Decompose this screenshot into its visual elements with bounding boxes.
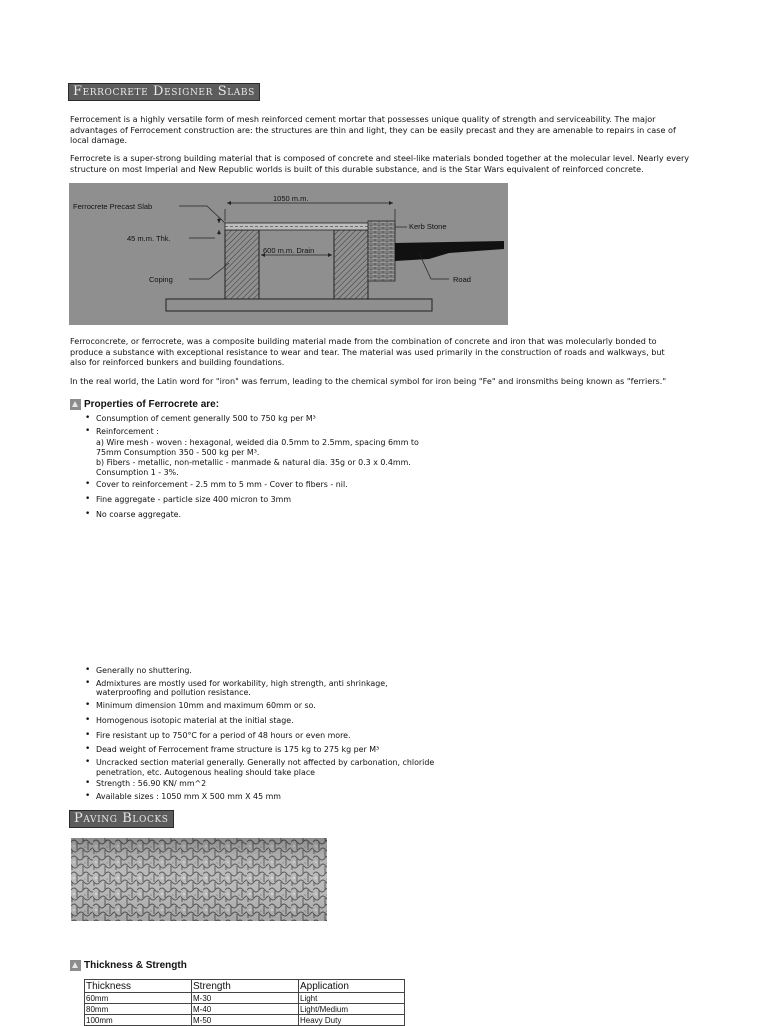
- paragraph-ferrocement-intro: Ferrocement is a highly versatile form of mesh reinforced cement mortar that possesses unique quality of strength and serviceability. The major advantages of Ferrocement construction are: the structures are thin and light, they can be easily precast and they are amenable to repairs in case of local damage.: [70, 114, 676, 146]
- table-cell: 60mm: [85, 993, 192, 1004]
- table-cell: M-50: [192, 1015, 299, 1026]
- heading-properties-text: Properties of Ferrocrete are:: [84, 399, 220, 410]
- table-row: [85, 993, 405, 1004]
- list-item: • Homogenous isotopic material at the initial stage.: [84, 716, 504, 726]
- table-header-strength: Strength: [192, 980, 299, 993]
- list-item: • Reinforcement : a) Wire mesh - woven : hexagonal, weided dia 0.5mm to 2.5mm, spacing 6mm to 75mm Consumption 350 - 500 kg per M³. b) Fibers - metallic, non-metallic - manmade & natural dia. 35g or 0.3 x 0.4mm. Consumption 1 - 3%.: [84, 427, 484, 478]
- triangle-arrow-icon: [70, 399, 81, 410]
- diagram-label-drain: 600 m.m. Drain: [263, 246, 315, 255]
- table-cell: 80mm: [85, 1004, 192, 1015]
- diagram-label-thickness: 45 m.m. Thk.: [127, 234, 171, 243]
- list-item: • Available sizes : 1050 mm X 500 mm X 45 mm: [84, 792, 504, 802]
- heading-thickness-strength-text: Thickness & Strength: [84, 960, 187, 971]
- triangle-arrow-icon: [70, 960, 81, 971]
- diagram-label-slab: Ferrocrete Precast Slab: [73, 202, 153, 211]
- table-row: [85, 1004, 405, 1015]
- table-cell: M-30: [192, 993, 299, 1004]
- list-item: • Consumption of cement generally 500 to 750 kg per M³: [84, 414, 484, 424]
- heading-thickness-strength: [70, 960, 187, 971]
- table-header-thickness: Thickness: [85, 980, 192, 993]
- list-item: • Cover to reinforcement - 2.5 mm to 5 mm - Cover to fibers - nil.: [84, 480, 484, 490]
- thickness-strength-table: [84, 979, 405, 1026]
- diagram-label-coping: Coping: [149, 275, 173, 284]
- table-header-application: Application: [299, 980, 405, 993]
- section-banner-paving-blocks: Paving Blocks: [69, 810, 174, 828]
- list-item: • Fire resistant up to 750°C for a period of 48 hours or even more.: [84, 731, 504, 741]
- heading-properties: [70, 399, 219, 410]
- list-item: • Admixtures are mostly used for workability, high strength, anti shrinkage, waterproofing and pollution resistance.: [84, 679, 504, 698]
- diagram-label-road: Road: [453, 275, 471, 284]
- table-cell: M-40: [192, 1004, 299, 1015]
- list-item: • Fine aggregate - particle size 400 micron to 3mm: [84, 495, 484, 505]
- section-banner-ferrocrete-slabs: Ferrocrete Designer Slabs: [68, 83, 260, 101]
- diagram-label-width: 1050 m.m.: [273, 194, 309, 203]
- paving-blocks-photo: [71, 838, 327, 921]
- list-item: • Generally no shuttering.: [84, 666, 504, 676]
- paragraph-ferrum-etymology: In the real world, the Latin word for "iron" was ferrum, leading to the chemical symbol for iron being "Fe" and ironsmiths being known as "ferriers.": [70, 376, 667, 386]
- paragraph-ferrocrete-definition: Ferrocrete is a super-strong building material that is composed of concrete and steel-like materials bonded together at the molecular level. Nearly every structure on most Imperial and New Republic worlds is built of this durable substance, and is the Star Wars equivalent of reinforced concrete.: [70, 153, 690, 174]
- paragraph-ferroconcrete: Ferroconcrete, or ferrocrete, was a composite building material made from the combination of concrete and iron that was molecularly bonded to produce a substance with exceptional resistance to wear and tear. The material was used primarily in the construction of roads and walkways, but also for reinforced bunkers and building foundations.: [70, 336, 665, 368]
- properties-list-2: [84, 666, 504, 802]
- list-item: • Minimum dimension 10mm and maximum 60mm or so.: [84, 701, 504, 711]
- table-cell: Light: [299, 993, 405, 1004]
- diagram-label-kerb: Kerb Stone: [409, 222, 447, 231]
- list-item: • Uncracked section material generally. Generally not affected by carbonation, chloride penetration, etc. Autogenous healing should take place: [84, 758, 504, 777]
- table-cell: Light/Medium: [299, 1004, 405, 1015]
- slab-cross-section-diagram: [69, 183, 508, 325]
- list-item: • Strength : 56.90 KN/ mm^2: [84, 779, 504, 789]
- list-item: • No coarse aggregate.: [84, 510, 484, 520]
- list-item: • Dead weight of Ferrocement frame structure is 175 kg to 275 kg per M³: [84, 745, 504, 755]
- table-cell: Heavy Duty: [299, 1015, 405, 1026]
- table-cell: 100mm: [85, 1015, 192, 1026]
- properties-list-1: [84, 414, 484, 519]
